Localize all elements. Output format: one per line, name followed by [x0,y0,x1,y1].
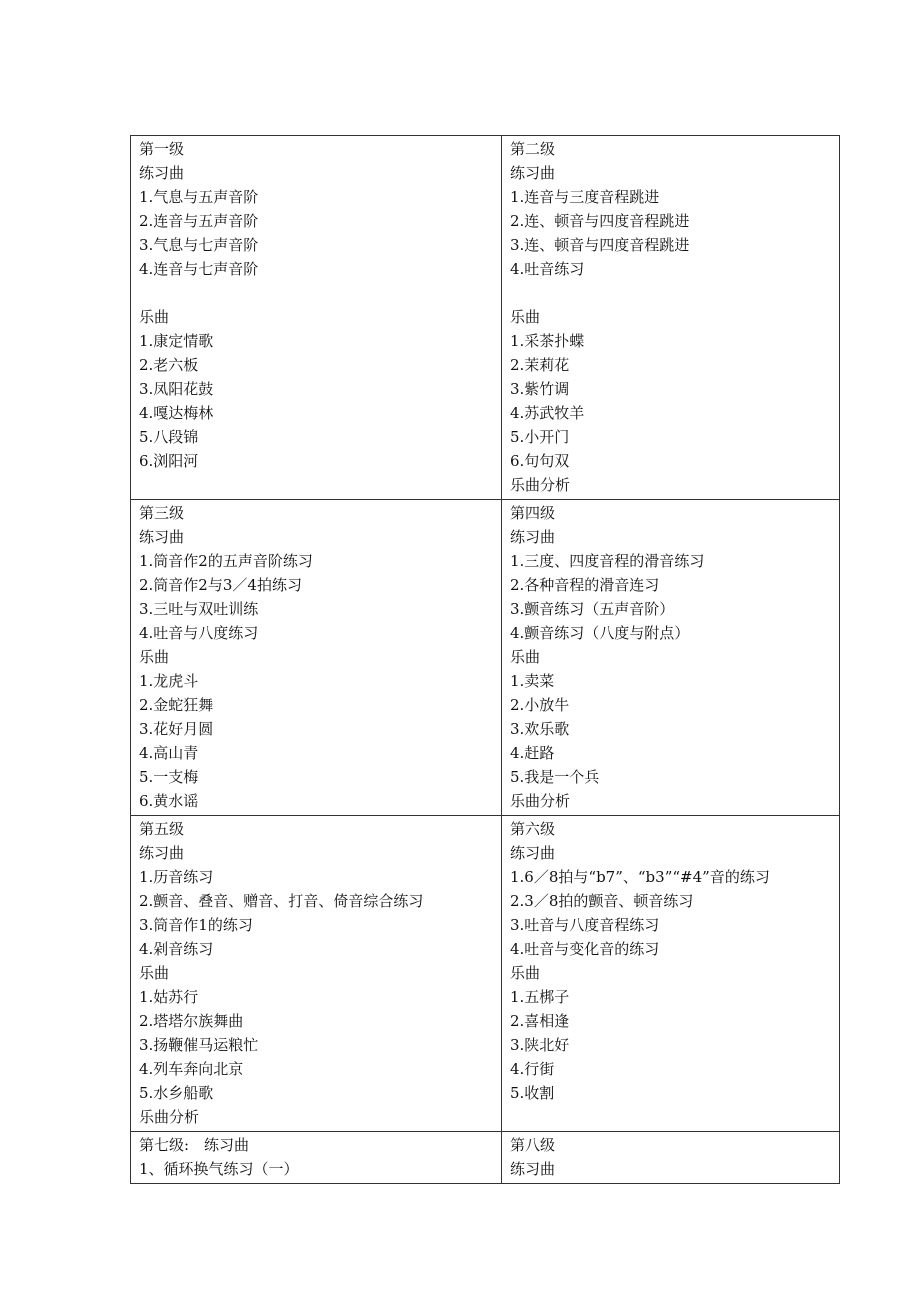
cell-line: 6.句句双 [510,452,570,470]
cell-line: 乐曲分析 [139,1108,200,1126]
cell-line: 乐曲分析 [510,476,571,494]
cell-line: 3.凤阳花鼓 [139,380,214,398]
cell-line: 2.颤音、叠音、赠音、打音、倚音综合练习 [139,892,424,910]
grade-title: 第七级: 练习曲 [139,1136,250,1154]
cell-line: 2.茉莉花 [510,356,570,374]
grade-cell [131,816,502,1132]
cell-line: 3.紫竹调 [510,380,570,398]
cell-line: 练习曲 [510,164,556,182]
cell-line: 2.塔塔尔族舞曲 [139,1012,244,1030]
cell-line: 练习曲 [510,528,556,546]
cell-line: 3.陕北好 [510,1036,570,1054]
cell-line: 5.小开门 [510,428,570,446]
cell-line: 2.小放牛 [510,696,570,714]
cell-line: 1.历音练习 [139,868,214,886]
cell-line: 练习曲 [510,1160,556,1178]
grade-cell [131,500,502,816]
cell-line: 1.筒音作2的五声音阶练习 [139,552,313,570]
cell-line: 3.筒音作1的练习 [139,916,253,934]
grade-title: 第一级 [139,140,185,158]
cell-line: 4.吐音与八度练习 [139,624,259,642]
cell-line: 5.一支梅 [139,768,199,786]
cell-line: 乐曲 [139,308,170,326]
grade-cell [502,136,840,500]
cell-line: 4.吐音练习 [510,260,585,278]
cell-line: 1.姑苏行 [139,988,199,1006]
grade-cell [502,1132,840,1184]
cell-line: 2.金蛇狂舞 [139,696,214,714]
cell-line: 1、循环换气练习（一） [139,1160,299,1178]
cell-line: 5.八段锦 [139,428,199,446]
cell-line [510,281,831,305]
cell-line: 1.三度、四度音程的滑音练习 [510,552,705,570]
cell-line: 5.我是一个兵 [510,768,600,786]
cell-line: 练习曲 [139,528,185,546]
cell-line: 4.赶路 [510,744,555,762]
cell-line: 5.收割 [510,1084,555,1102]
cell-line: 4.高山青 [139,744,199,762]
cell-line: 6.浏阳河 [139,452,199,470]
cell-line: 3.吐音与八度音程练习 [510,916,660,934]
cell-line: 1.康定情歌 [139,332,214,350]
cell-line: 2.老六板 [139,356,199,374]
grade-title: 第六级 [510,820,556,838]
cell-line: 乐曲分析 [510,792,571,810]
cell-line: 1.卖菜 [510,672,555,690]
cell-line: 2.喜相逢 [510,1012,570,1030]
grade-cell [502,500,840,816]
cell-line: 练习曲 [139,844,185,862]
cell-line: 4.列车奔向北京 [139,1060,244,1078]
cell-line: 2.连音与五声音阶 [139,212,259,230]
grade-table-body [131,136,840,1184]
cell-line: 3.三吐与双吐训练 [139,600,259,618]
table-row [131,136,840,500]
grade-syllabus-table [130,135,840,1184]
cell-line: 1.6／8拍与“b7”、“b3”“#4”音的练习 [510,868,770,886]
grade-title: 第五级 [139,820,185,838]
cell-line: 3.连、顿音与四度音程跳进 [510,236,690,254]
cell-line: 1.龙虎斗 [139,672,199,690]
cell-line: 乐曲 [139,648,170,666]
cell-line: 1.五梆子 [510,988,570,1006]
grade-cell [502,816,840,1132]
cell-line: 1.气息与五声音阶 [139,188,259,206]
cell-line: 4.颤音练习（八度与附点） [510,624,690,642]
cell-line: 1.采茶扑蝶 [510,332,585,350]
cell-line: 3.欢乐歌 [510,720,570,738]
cell-line: 2.筒音作2与3／4拍练习 [139,576,302,594]
cell-line: 乐曲 [510,648,541,666]
cell-line: 1.连音与三度音程跳进 [510,188,660,206]
cell-line: 2.3／8拍的颤音、顿音练习 [510,892,694,910]
cell-line: 4.吐音与变化音的练习 [510,940,660,958]
cell-line: 4.连音与七声音阶 [139,260,259,278]
cell-line: 乐曲 [510,964,541,982]
grade-cell [131,1132,502,1184]
cell-line: 3.气息与七声音阶 [139,236,259,254]
grade-title: 第三级 [139,504,185,522]
cell-line: 2.各种音程的滑音连习 [510,576,660,594]
cell-line: 4.苏武牧羊 [510,404,585,422]
table-row [131,500,840,816]
cell-line: 乐曲 [139,964,170,982]
cell-line: 3.花好月圆 [139,720,214,738]
cell-line: 6.黄水谣 [139,792,199,810]
cell-line: 3.颤音练习（五声音阶） [510,600,675,618]
table-row [131,1132,840,1184]
grade-title: 第四级 [510,504,556,522]
cell-line [139,281,493,305]
cell-line: 练习曲 [510,844,556,862]
cell-line: 2.连、顿音与四度音程跳进 [510,212,690,230]
grade-cell [131,136,502,500]
cell-line: 练习曲 [139,164,185,182]
table-row [131,816,840,1132]
cell-line: 乐曲 [510,308,541,326]
cell-line: 4.嘎达梅林 [139,404,214,422]
cell-line: 3.扬鞭催马运粮忙 [139,1036,259,1054]
grade-title: 第二级 [510,140,556,158]
cell-line: 4.行街 [510,1060,555,1078]
cell-line: 5.水乡船歌 [139,1084,214,1102]
grade-title: 第八级 [510,1136,556,1154]
cell-line: 4.剁音练习 [139,940,214,958]
